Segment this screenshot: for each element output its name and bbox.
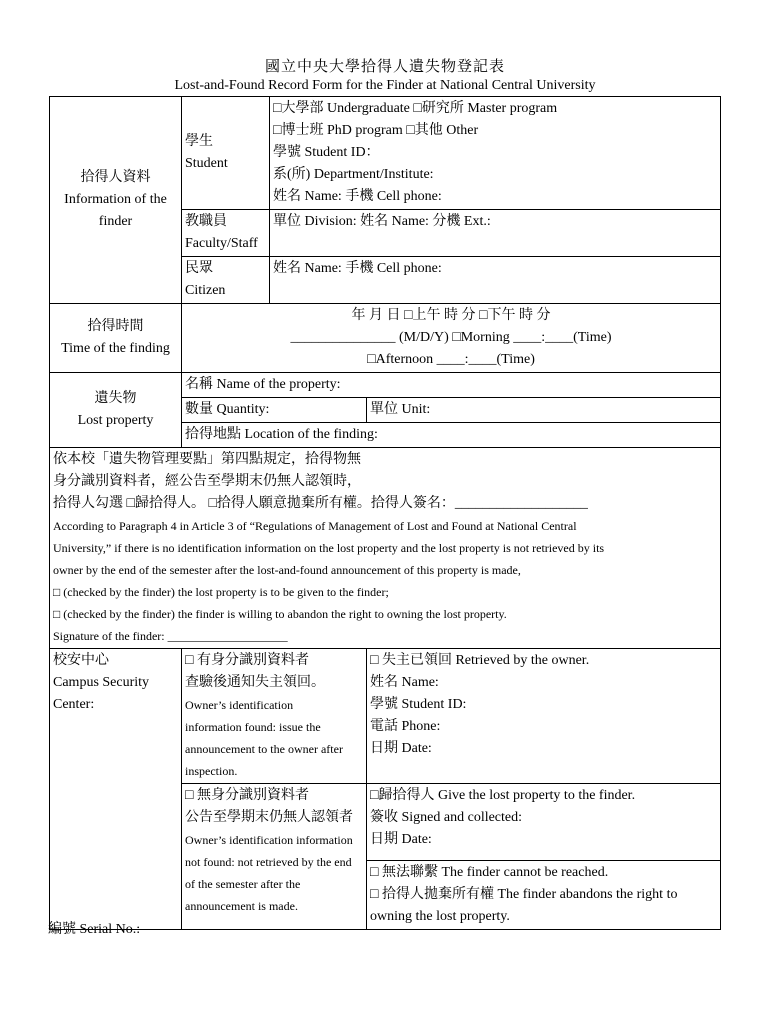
citizen-label-en: Citizen: [185, 283, 226, 298]
security-header-zh: 校安中心: [53, 653, 109, 668]
id-not-found-en-1: Owner’s identification information: [185, 833, 353, 847]
time-line-2: _______________ (M/D/Y) □Morning ____:____(Time): [290, 330, 612, 345]
abandon-line-2: owning the lost property.: [370, 909, 510, 924]
time-header-zh: 拾得時間: [87, 319, 144, 334]
id-found-zh-2: 查驗後通知失主領回。: [185, 675, 325, 690]
statement-zh-1: 依本校「遺失物管理要點」第四點規定，拾得物無: [53, 452, 361, 467]
property-header-zh: 遺失物: [94, 391, 137, 406]
staff-fields[interactable]: [270, 210, 721, 257]
security-header: [50, 649, 182, 930]
citizen-label-zh: 民眾: [185, 261, 213, 276]
security-header-en-2: Center:: [53, 697, 95, 712]
statement-en-4[interactable]: □ (checked by the finder) the lost property is to be given to the finder;: [53, 585, 389, 599]
property-unit-label: 單位 Unit:: [370, 402, 431, 417]
statement-zh-2: 身分識別資料者，經公告至學期末仍無人認領時，: [53, 474, 361, 489]
retrieved-line-1: □ 失主已領回 Retrieved by the owner.: [370, 653, 590, 668]
id-found-en-4: inspection.: [185, 764, 238, 778]
finder-header-en-2: finder: [98, 214, 133, 229]
retrieved-line-2: 姓名 Name:: [370, 675, 439, 690]
serial-number: 編號 Serial No.:: [48, 922, 141, 937]
id-not-found-option[interactable]: [182, 784, 367, 930]
id-found-option[interactable]: [182, 649, 367, 784]
time-header: [50, 304, 182, 373]
student-line-5: 姓名 Name: 手機 Cell phone:: [273, 189, 442, 204]
unreachable-abandon-block[interactable]: [367, 861, 721, 930]
statement-signature[interactable]: Signature of the finder: ____________________: [53, 629, 288, 643]
id-found-en-3: announcement to the owner after: [185, 742, 343, 756]
finder-header-zh: 拾得人資料: [80, 170, 151, 185]
property-name-label: 名稱 Name of the property:: [185, 377, 341, 392]
retrieved-line-5: 日期 Date:: [370, 741, 432, 756]
property-unit-field[interactable]: [367, 398, 721, 423]
give-finder-block[interactable]: [367, 784, 721, 861]
id-found-en-1: Owner’s identification: [185, 698, 294, 712]
id-not-found-en-3: of the semester after the: [185, 877, 301, 891]
property-location-label: 拾得地點 Location of the finding:: [185, 427, 378, 442]
retrieved-line-3: 學號 Student ID:: [370, 697, 467, 712]
property-name-field[interactable]: [182, 373, 721, 398]
statement-zh-3[interactable]: 拾得人勾選 □歸拾得人。 □拾得人願意拋棄所有權。拾得人簽名：___________________: [53, 496, 588, 511]
property-quantity-field[interactable]: [182, 398, 367, 423]
student-fields[interactable]: [270, 97, 721, 210]
property-quantity-label: 數量 Quantity:: [185, 402, 270, 417]
staff-line: 單位 Division: 姓名 Name: 分機 Ext.:: [273, 214, 491, 229]
time-line-3: □Afternoon ____:____(Time): [367, 352, 535, 367]
title-english: Lost-and-Found Record Form for the Finder at National Central University: [174, 78, 596, 93]
retrieved-block[interactable]: [367, 649, 721, 784]
security-header-en-1: Campus Security: [53, 675, 150, 690]
citizen-label: [182, 257, 270, 304]
student-label-en: Student: [185, 156, 228, 171]
id-not-found-zh-2: 公告至學期末仍無人認領者: [185, 810, 353, 825]
property-location-field[interactable]: [182, 423, 721, 448]
abandon-line-1: □ 拾得人拋棄所有權 The finder abandons the right to: [370, 887, 678, 902]
title-chinese: 國立中央大學拾得人遺失物登記表: [264, 59, 505, 75]
property-header-en: Lost property: [77, 413, 154, 428]
student-line-1: □大學部 Undergraduate □研究所 Master program: [273, 101, 558, 116]
property-header: [50, 373, 182, 448]
statement-en-5[interactable]: □ (checked by the finder) the finder is willing to abandon the right to owning the lost property.: [53, 607, 507, 621]
give-finder-line-2: 簽收 Signed and collected:: [370, 810, 523, 825]
finder-header: [50, 97, 182, 304]
unreachable-line: □ 無法聯繫 The finder cannot be reached.: [370, 865, 609, 880]
id-found-zh-1: □ 有身分識別資料者: [185, 653, 309, 668]
record-form-table: [49, 96, 721, 930]
staff-label: [182, 210, 270, 257]
student-line-4: 系(所) Department/Institute:: [273, 167, 434, 182]
id-not-found-en-4: announcement is made.: [185, 899, 298, 913]
citizen-fields[interactable]: [270, 257, 721, 304]
statement-en-3: owner by the end of the semester after the lost-and-found announcement of this property is made,: [53, 563, 521, 577]
time-header-en: Time of the finding: [61, 341, 170, 356]
staff-label-en: Faculty/Staff: [185, 236, 258, 251]
student-line-3: 學號 Student ID：: [273, 145, 380, 160]
student-label: [182, 97, 270, 210]
statement-en-1: According to Paragraph 4 in Article 3 of “Regulations of Management of Lost and Found at National Central: [53, 519, 577, 533]
give-finder-line-1: □歸拾得人 Give the lost property to the finder.: [370, 788, 636, 803]
student-label-zh: 學生: [185, 134, 213, 149]
student-line-2: □博士班 PhD program □其他 Other: [273, 123, 479, 138]
staff-label-zh: 教職員: [185, 214, 227, 229]
give-finder-line-3: 日期 Date:: [370, 832, 432, 847]
citizen-line: 姓名 Name: 手機 Cell phone:: [273, 261, 442, 276]
time-fields[interactable]: [182, 304, 721, 373]
id-not-found-en-2: not found: not retrieved by the end: [185, 855, 352, 869]
time-line-1: 年 月 日 □上午 時 分 □下午 時 分: [351, 308, 551, 323]
retrieved-line-4: 電話 Phone:: [370, 719, 441, 734]
finder-header-en-1: Information of the: [64, 192, 167, 207]
statement-en-2: University,” if there is no identification information on the lost property and the lost property is not retrieved by its: [53, 541, 605, 555]
statement-block: [50, 448, 721, 649]
id-found-en-2: information found: issue the: [185, 720, 321, 734]
id-not-found-zh-1: □ 無身分識別資料者: [185, 788, 309, 803]
